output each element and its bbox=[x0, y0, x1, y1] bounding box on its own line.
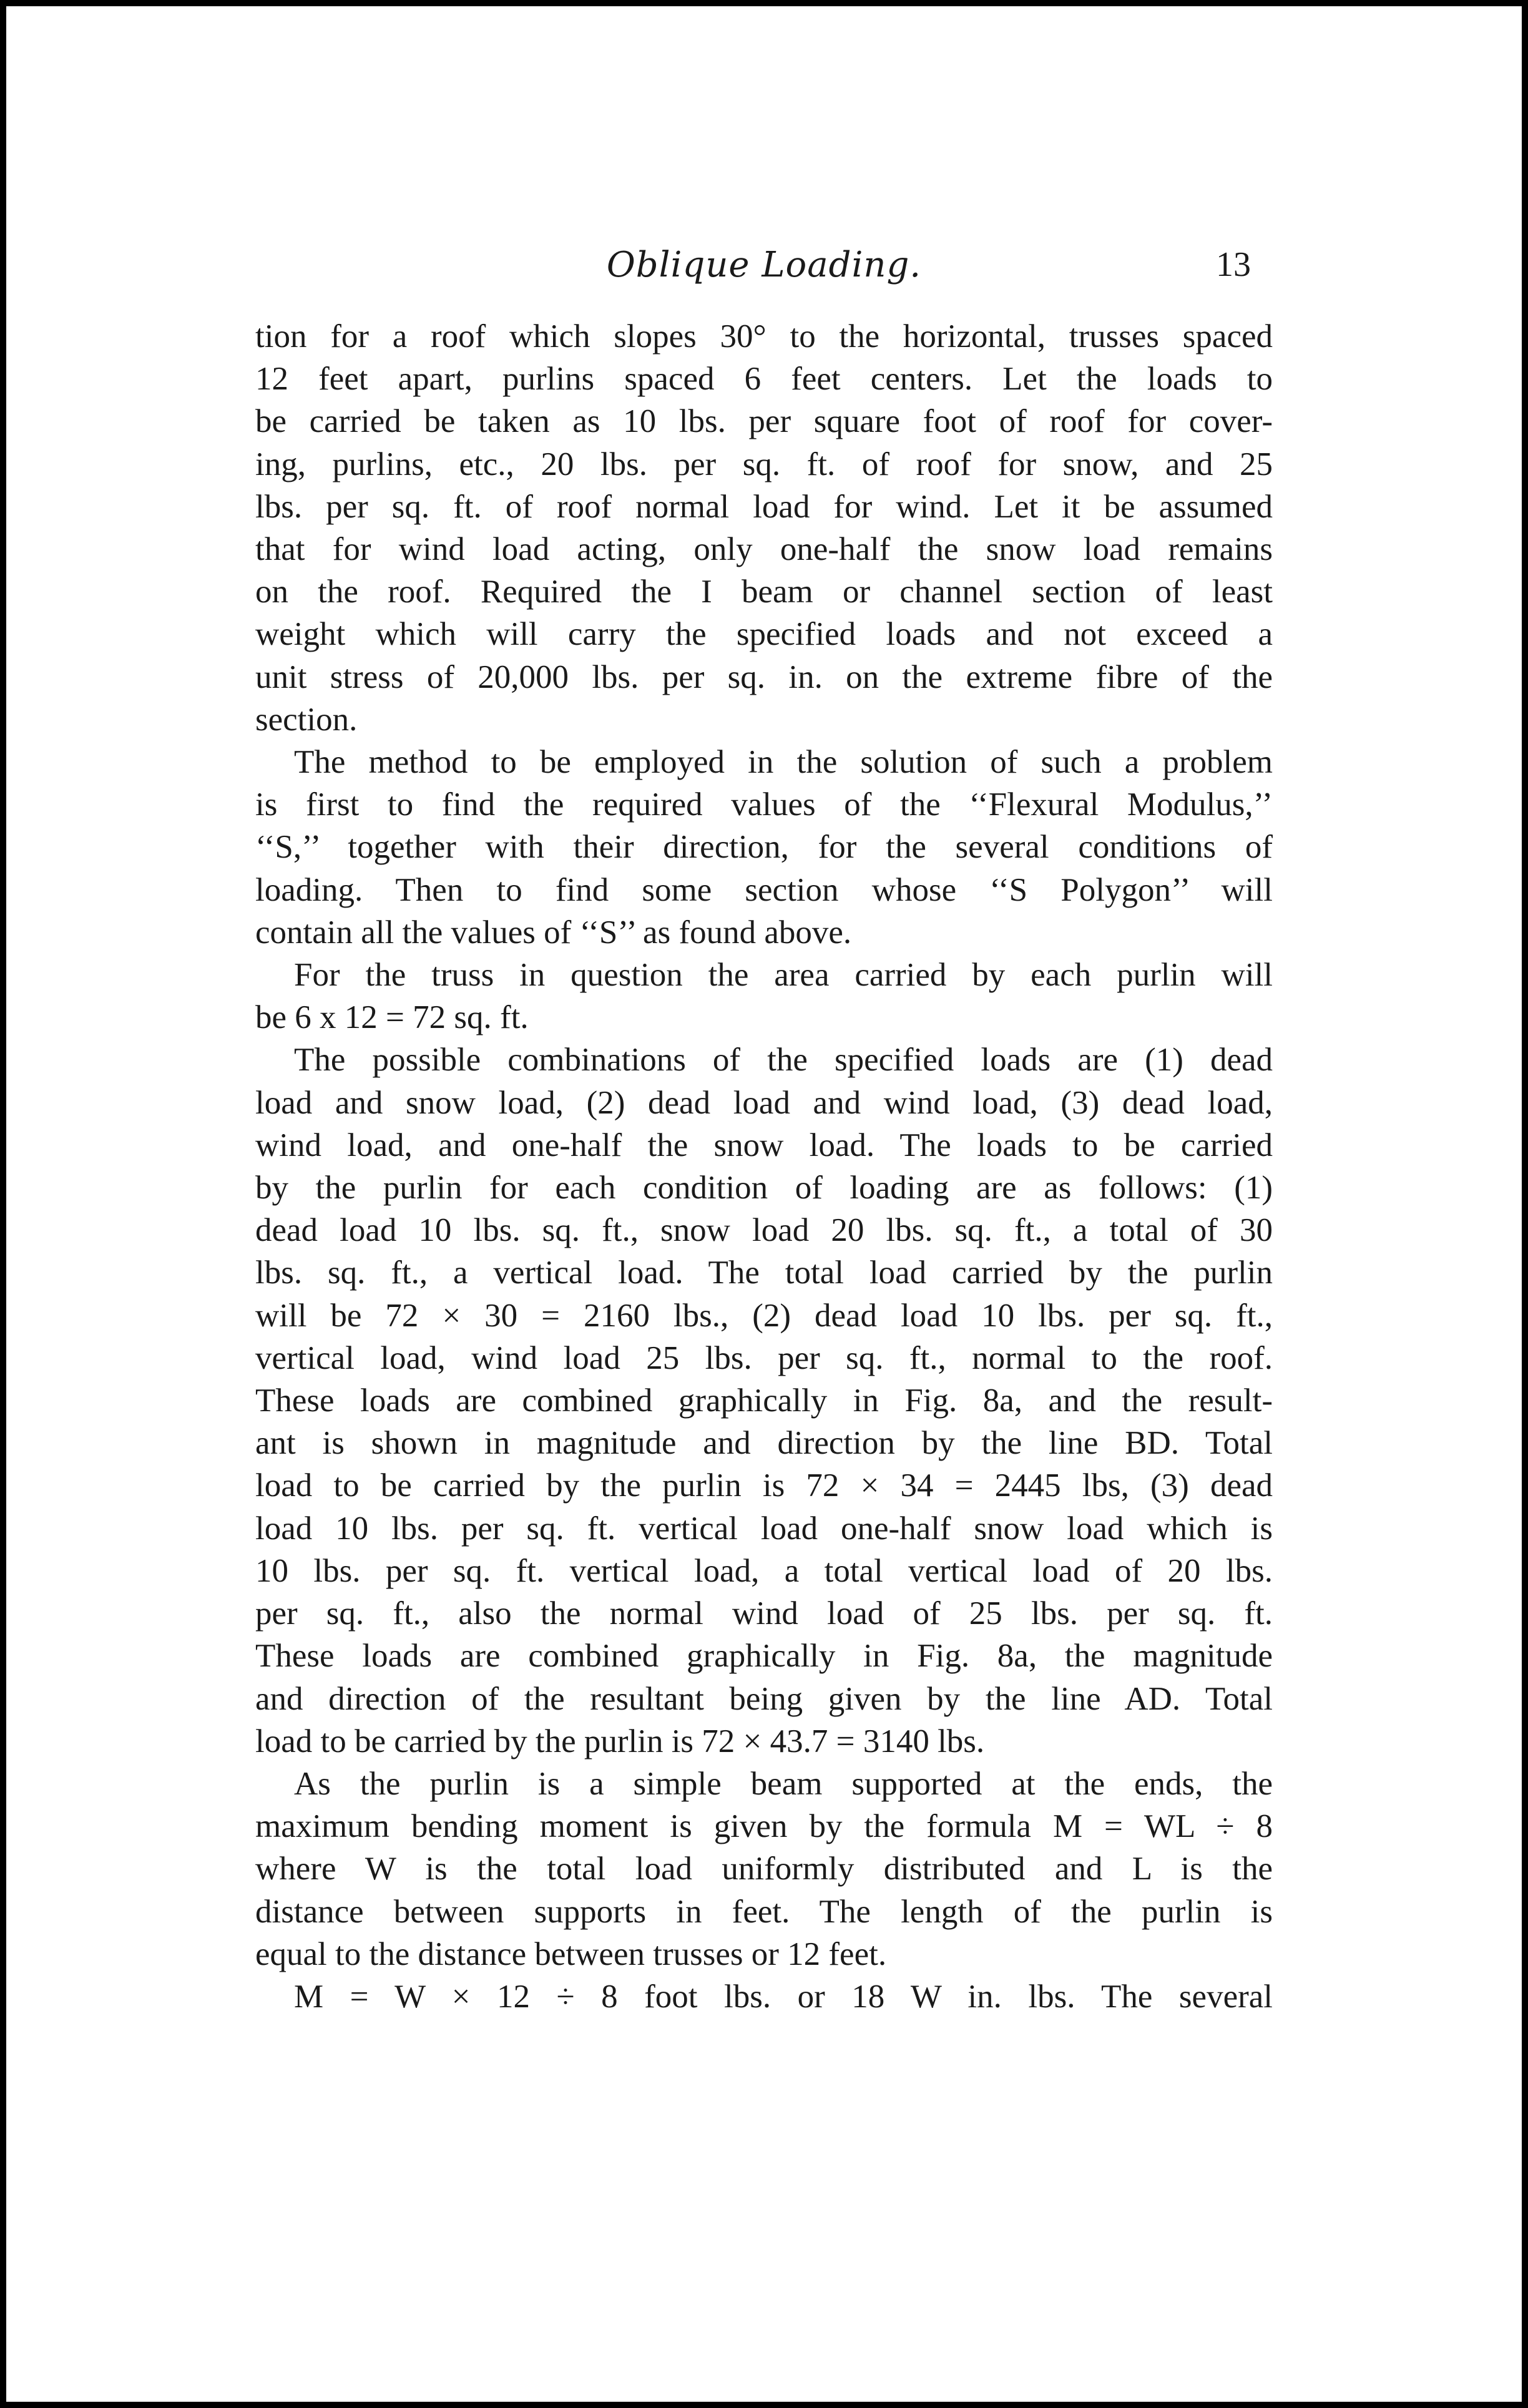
text-line: that for wind load acting, only one-half the snow load remains bbox=[255, 531, 1273, 568]
text-line: loading. Then to find some section whose ‘‘S Polygon’’ will bbox=[255, 871, 1273, 908]
text-line: load 10 lbs. per sq. ft. vertical load one-half snow load which is bbox=[255, 1510, 1273, 1547]
text-line: lbs. per sq. ft. of roof normal load for wind. Let it be assumed bbox=[255, 488, 1273, 525]
text-line: per sq. ft., also the normal wind load of 25 lbs. per sq. ft. bbox=[255, 1595, 1273, 1632]
text-line: wind load, and one-half the snow load. The loads to be carried bbox=[255, 1127, 1273, 1163]
text-line: is first to find the required values of the ‘‘Flexural Modulus,’’ bbox=[255, 786, 1273, 823]
text-line: For the truss in question the area carried by each purlin will bbox=[294, 957, 1273, 994]
text-line: be carried be taken as 10 lbs. per square foot of roof for cover- bbox=[255, 403, 1273, 440]
body-text bbox=[255, 315, 1273, 2018]
text-line: 10 lbs. per sq. ft. vertical load, a total vertical load of 20 lbs. bbox=[255, 1552, 1273, 1589]
text-line: ‘‘S,’’ together with their direction, for the several conditions of bbox=[255, 829, 1273, 866]
text-line: weight which will carry the specified loads and not exceed a bbox=[255, 616, 1273, 653]
text-line: maximum bending moment is given by the formula M = WL ÷ 8 bbox=[255, 1808, 1273, 1845]
text-line: As the purlin is a simple beam supported at the ends, the bbox=[294, 1765, 1273, 1802]
text-line: load to be carried by the purlin is 72 × 34 = 2445 lbs, (3) dead bbox=[255, 1467, 1273, 1504]
text-line: dead load 10 lbs. sq. ft., snow load 20 lbs. sq. ft., a total of 30 bbox=[255, 1212, 1273, 1249]
text-line: tion for a roof which slopes 30° to the horizontal, trusses spaced bbox=[255, 318, 1273, 355]
text-line: These loads are combined graphically in Fig. 8a, and the result- bbox=[255, 1383, 1273, 1419]
text-line: section. bbox=[255, 701, 358, 738]
text-line: will be 72 × 30 = 2160 lbs., (2) dead load 10 lbs. per sq. ft., bbox=[255, 1297, 1273, 1334]
running-header-title: Oblique Loading. bbox=[606, 245, 922, 285]
page-number: 13 bbox=[1216, 245, 1251, 284]
text-line: The method to be employed in the solution of such a problem bbox=[294, 744, 1273, 781]
text-line: The possible combinations of the specified loads are (1) dead bbox=[294, 1042, 1273, 1079]
text-line: unit stress of 20,000 lbs. per sq. in. on the extreme fibre of the bbox=[255, 658, 1273, 695]
text-line: and direction of the resultant being given by the line AD. Total bbox=[255, 1680, 1273, 1717]
text-line: M = W × 12 ÷ 8 foot lbs. or 18 W in. lbs. The several bbox=[294, 1978, 1273, 2015]
text-line: 12 feet apart, purlins spaced 6 feet centers. Let the loads to bbox=[255, 361, 1273, 398]
text-line: where W is the total load uniformly distributed and L is the bbox=[255, 1851, 1273, 1887]
text-line: contain all the values of ‘‘S’’ as found above. bbox=[255, 914, 852, 951]
text-line: load and snow load, (2) dead load and wind load, (3) dead load, bbox=[255, 1084, 1273, 1121]
text-line: by the purlin for each condition of loading are as follows: (1) bbox=[255, 1170, 1273, 1206]
text-line: ant is shown in magnitude and direction by the line BD. Total bbox=[255, 1425, 1273, 1462]
text-line: equal to the distance between trusses or 12 feet. bbox=[255, 1936, 887, 1972]
text-line: be 6 x 12 = 72 sq. ft. bbox=[255, 999, 529, 1036]
text-line: vertical load, wind load 25 lbs. per sq. ft., normal to the roof. bbox=[255, 1339, 1273, 1376]
text-line: load to be carried by the purlin is 72 × 43.7 = 3140 lbs. bbox=[255, 1723, 985, 1760]
text-line: distance between supports in feet. The length of the purlin is bbox=[255, 1893, 1273, 1930]
text-line: These loads are combined graphically in Fig. 8a, the magnitude bbox=[255, 1638, 1273, 1675]
text-line: lbs. sq. ft., a vertical load. The total load carried by the purlin bbox=[255, 1255, 1273, 1291]
text-line: ing, purlins, etc., 20 lbs. per sq. ft. of roof for snow, and 25 bbox=[255, 446, 1273, 482]
text-line: on the roof. Required the I beam or channel section of least bbox=[255, 574, 1273, 610]
